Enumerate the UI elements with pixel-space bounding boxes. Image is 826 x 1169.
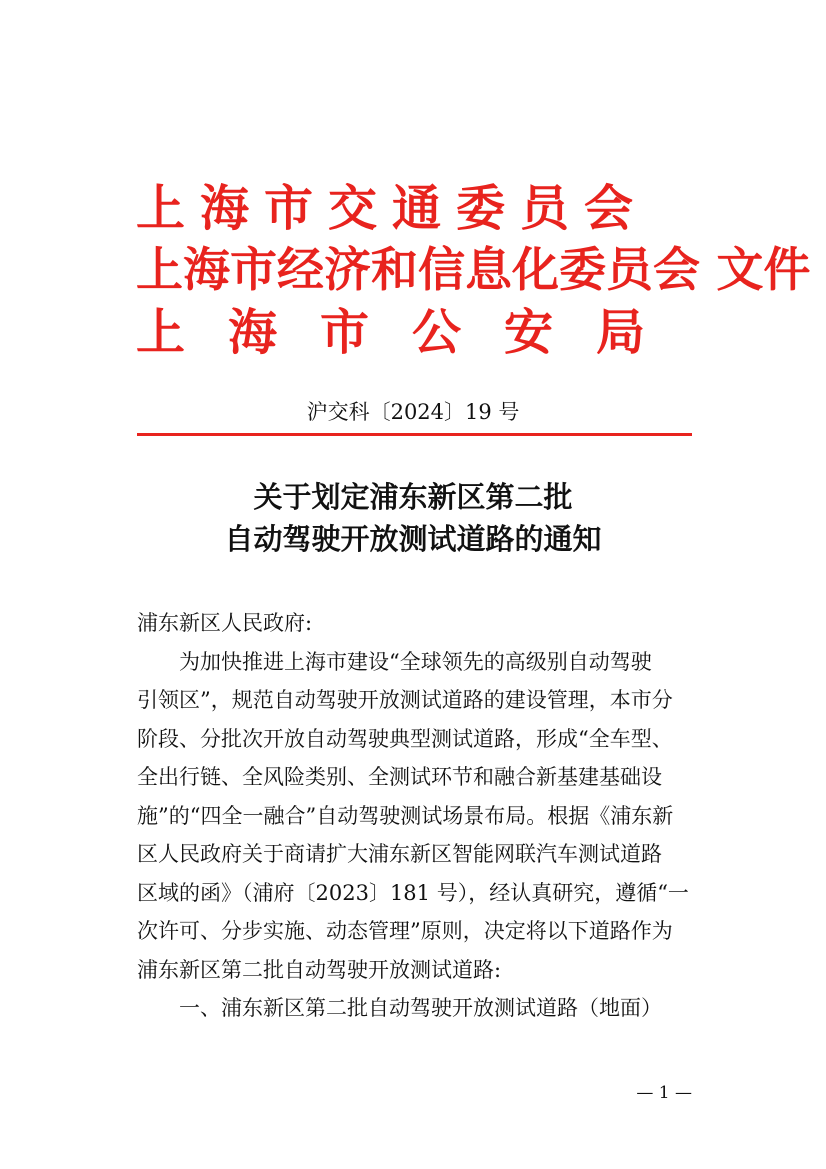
paragraph-line: 次许可、分步实施、动态管理”原则，决定将以下道路作为 xyxy=(137,919,673,943)
paragraph-line: 引领区”，规范自动驾驶开放测试道路的建设管理，本市分 xyxy=(137,688,673,712)
document-title xyxy=(0,476,826,560)
paragraph-line: 浦东新区第二批自动驾驶开放测试道路: xyxy=(137,957,502,982)
paragraph-line: 全出行链、全风险类别、全测试环节和融合新基建基础设 xyxy=(137,765,662,789)
issuer-line: 上海市公安局 xyxy=(136,304,689,361)
red-divider xyxy=(137,433,692,436)
paragraph-line: 区人民政府关于商请扩大浦东新区智能网联汽车测试道路 xyxy=(137,842,662,866)
issuer-line: 上海市经济和信息化委员会 文件 xyxy=(136,243,811,298)
title-line: 自动驾驶开放测试道路的通知 xyxy=(224,522,602,556)
paragraph-line: 施”的“四全一融合”自动驾驶测试场景布局。根据《浦东新 xyxy=(137,803,674,828)
title-line: 关于划定浦东新区第二批 xyxy=(253,480,573,514)
paragraph-line: 区域的函》（浦府〔2023〕181 号），经认真研究，遵循“一 xyxy=(137,880,689,905)
document-number: 沪交科〔2024〕19 号 xyxy=(306,400,520,424)
issuer-header xyxy=(136,178,811,364)
paragraph-line: 阶段、分批次开放自动驾驶典型测试道路，形成“全车型、 xyxy=(137,726,673,751)
paragraph-line: 为加快推进上海市建设“全球领先的高级别自动驾驶 xyxy=(179,649,652,674)
document-body xyxy=(137,604,692,1028)
page-number: — 1 — xyxy=(636,1083,692,1103)
section-heading: 一、浦东新区第二批自动驾驶开放测试道路（地面） xyxy=(179,996,662,1020)
issuer-line: 上海市交通委员会 xyxy=(136,180,649,237)
addressee: 浦东新区人民政府: xyxy=(137,611,313,635)
body-paragraph xyxy=(137,643,692,990)
